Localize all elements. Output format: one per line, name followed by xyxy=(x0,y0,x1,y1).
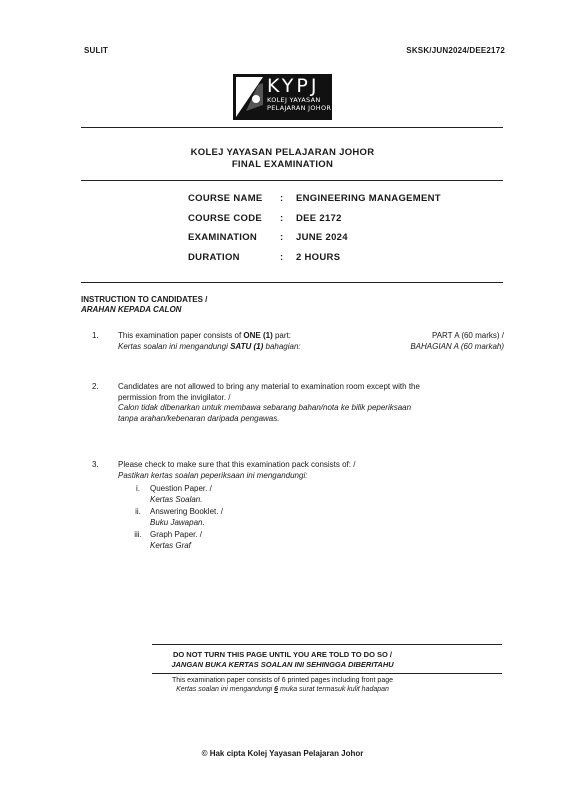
item2-text xyxy=(118,382,508,424)
sub-item-ms: Kertas Soalan. xyxy=(150,494,203,504)
notice-ms: JANGAN BUKA KERTAS SOALAN INI SEHINGGA DIBERITAHU xyxy=(171,660,394,669)
item3-ms: Pastikan kertas soalan peperiksaan ini mengandungi: xyxy=(118,470,308,480)
item1-ms-bold: SATU (1) xyxy=(230,341,264,351)
header-sulit: SULIT xyxy=(84,46,109,55)
item1-ms xyxy=(118,342,301,353)
sub-item-ms: Buku Jawapan. xyxy=(150,517,205,527)
info-key: EXAMINATION xyxy=(188,232,258,244)
sub-item-body xyxy=(150,507,223,528)
info-row-examination xyxy=(188,228,441,248)
notice-en: DO NOT TURN THIS PAGE UNTIL YOU ARE TOLD TO DO SO / xyxy=(172,650,393,659)
copyright: © Hak cipta Kolej Yayasan Pelajaran Johor xyxy=(201,749,364,758)
item1-en-bold: ONE (1) xyxy=(243,331,273,340)
item3-en: Please check to make sure that this examination pack consists of: / xyxy=(118,460,356,469)
notice xyxy=(0,650,565,670)
item2-ms-line2: tanpa arahan/kebenaran daripada pengawas. xyxy=(118,413,280,423)
logo-line2: PELAJARAN JOHOR xyxy=(267,104,332,112)
sub-item-body xyxy=(150,530,202,551)
info-colon: : xyxy=(280,212,284,224)
info-value: ENGINEERING MANAGEMENT xyxy=(296,193,441,205)
sub-item-en: Question Paper. / xyxy=(150,484,212,493)
info-key: COURSE NAME xyxy=(188,193,263,205)
page-count-ms xyxy=(0,685,565,694)
course-info xyxy=(188,189,441,267)
page-count-ms-pre: Kertas soalan ini mengandungi xyxy=(176,686,275,693)
info-row-course-name xyxy=(188,189,441,209)
item2-en-line2: permission from the invigilator. / xyxy=(118,392,231,402)
item1-text xyxy=(118,331,301,352)
logo-emblem-icon xyxy=(236,77,263,117)
divider-notice-bottom xyxy=(152,673,502,674)
item1-ms-post: bahagian: xyxy=(263,341,301,351)
item1-number: 1. xyxy=(92,331,99,340)
info-key: DURATION xyxy=(188,251,240,263)
info-colon: : xyxy=(280,193,284,205)
info-value: DEE 2172 xyxy=(296,212,342,224)
info-colon: : xyxy=(280,232,284,244)
item3-number: 3. xyxy=(92,460,99,469)
page-count-note xyxy=(0,676,565,694)
item2-ms-line1: Calon tidak dibenarkan untuk membawa sebarang bahan/nota ke bilik peperiksaan xyxy=(118,403,412,412)
item1-part-ms: BAHAGIAN A (60 markah) xyxy=(410,341,504,351)
sub-item-question-paper xyxy=(126,484,223,505)
sub-item-ms: Kertas Graf xyxy=(150,540,191,550)
item3-sublist xyxy=(126,484,223,551)
info-colon: : xyxy=(280,251,284,263)
item1-part-en: PART A (60 marks) / xyxy=(431,331,504,340)
divider-notice-top xyxy=(152,644,502,645)
sub-item-en: Graph Paper. / xyxy=(150,530,203,539)
item2-en-line1: Candidates are not allowed to bring any material to examination room except with the xyxy=(118,382,420,391)
info-row-duration xyxy=(188,248,441,268)
kypj-logo xyxy=(233,74,332,120)
logo-emblem xyxy=(236,77,263,117)
sub-item-number: i. xyxy=(136,484,140,493)
instructions-heading-en: INSTRUCTION TO CANDIDATES / xyxy=(81,295,208,304)
item2-number: 2. xyxy=(92,382,99,391)
info-row-course-code xyxy=(188,209,441,229)
sub-item-graph-paper xyxy=(126,530,223,551)
exam-title: FINAL EXAMINATION xyxy=(231,159,334,170)
page-count-ms-post: muka surat termasuk kulit hadapan xyxy=(278,686,389,693)
item1-part xyxy=(410,331,504,352)
logo-kypj-text: KYPJ xyxy=(267,75,320,97)
logo-line1: KOLEJ YAYASAN xyxy=(267,96,321,104)
sub-item-en: Answering Booklet. / xyxy=(150,507,223,516)
item3-text xyxy=(118,460,355,481)
info-value: JUNE 2024 xyxy=(296,232,348,244)
divider-top xyxy=(81,127,503,128)
sub-item-number: iii. xyxy=(134,530,142,539)
header-code: SKSK/JUN2024/DEE2172 xyxy=(406,46,505,55)
info-key: COURSE CODE xyxy=(188,212,263,224)
item1-en-post: part: xyxy=(272,331,291,340)
divider-title xyxy=(81,180,503,181)
sub-item-number: ii. xyxy=(135,507,141,516)
page-count-ms-num: 6 xyxy=(274,686,279,693)
sub-item-body xyxy=(150,484,212,505)
page-count-en: This examination paper consists of 6 printed pages including front page xyxy=(171,677,394,684)
info-value: 2 HOURS xyxy=(296,251,341,263)
instructions-heading xyxy=(81,295,207,315)
sub-item-answering-booklet xyxy=(126,507,223,528)
college-title: KOLEJ YAYASAN PELAJARAN JOHOR xyxy=(190,147,375,158)
item1-en-pre: This examination paper consists of xyxy=(118,331,244,340)
item1-en xyxy=(118,331,301,342)
item1-ms-pre: Kertas soalan ini mengandungi xyxy=(118,341,231,351)
divider-info xyxy=(81,282,503,283)
instructions-heading-ms: ARAHAN KEPADA CALON xyxy=(81,305,182,314)
